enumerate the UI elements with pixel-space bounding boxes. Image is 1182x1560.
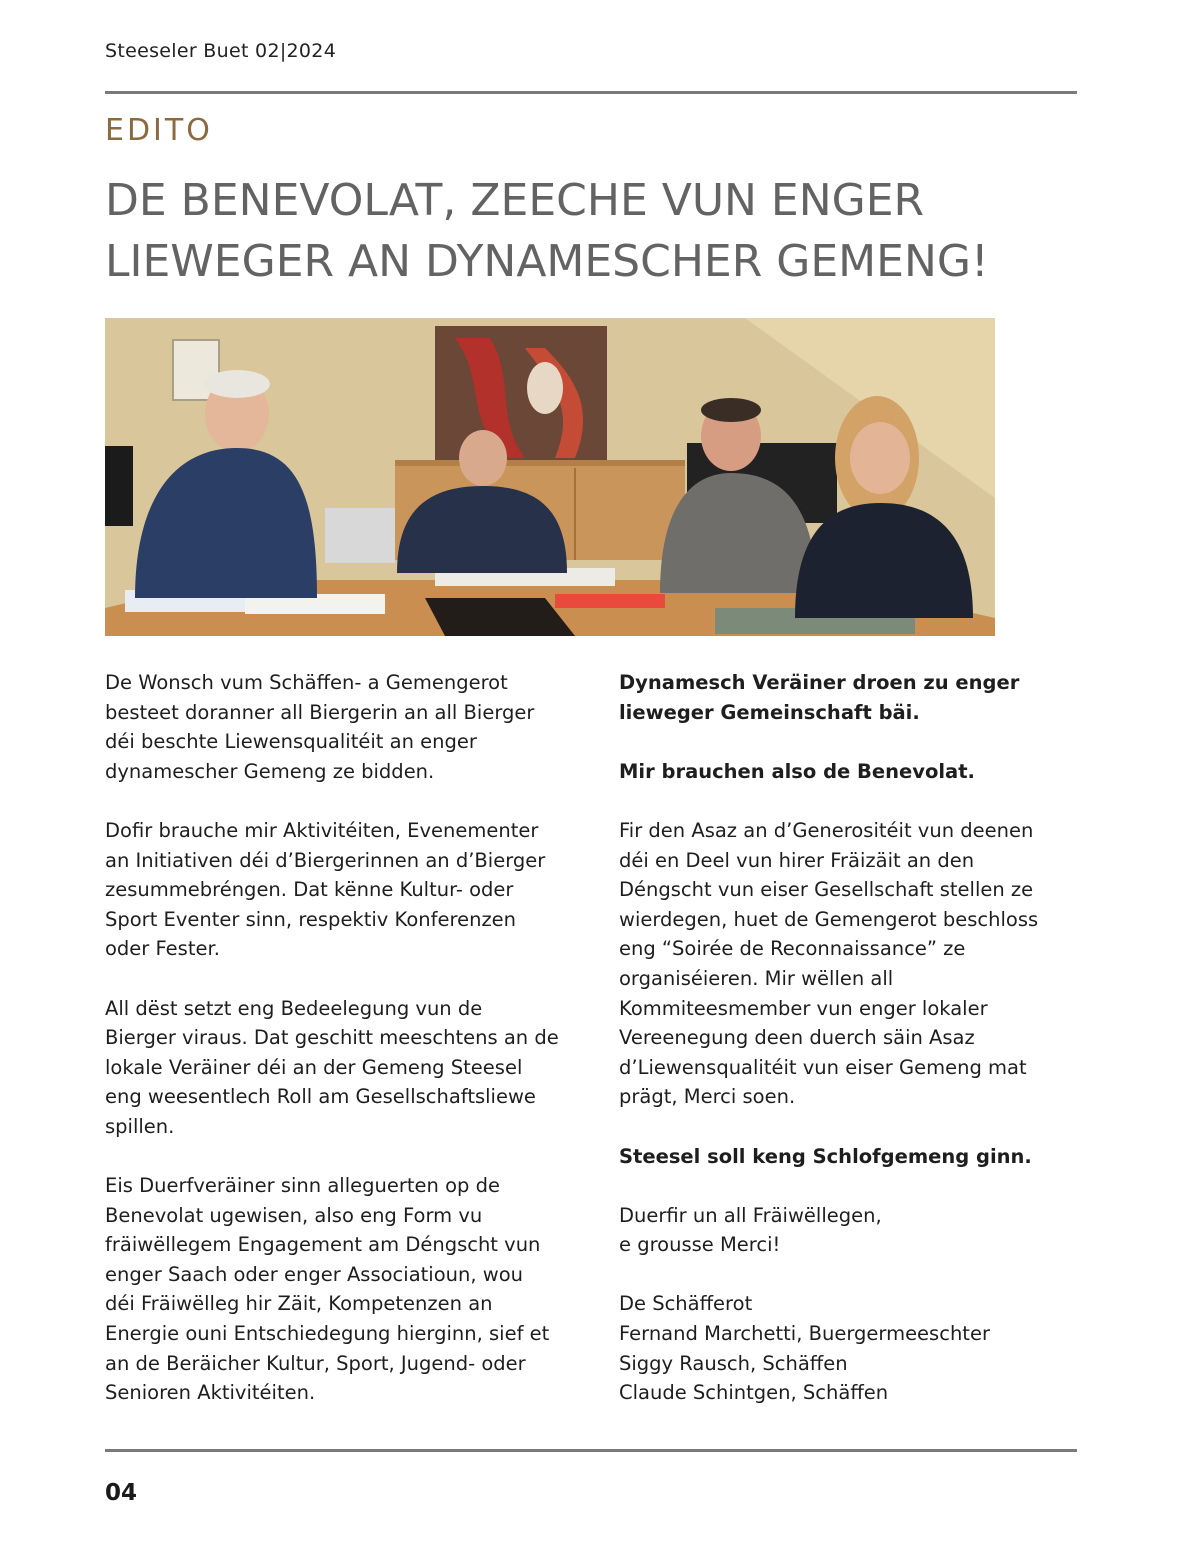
text-line: an de Beräicher Kultur, Sport, Jugend- oder (105, 1351, 526, 1375)
section-label: EDITO (105, 113, 213, 148)
text-line: prägt, Merci soen. (619, 1085, 796, 1109)
right-column (619, 668, 1069, 1437)
text-line: Déngscht vun eiser Gesellschaft stellen ze (619, 878, 1034, 902)
body-paragraph (105, 668, 570, 786)
text-line: Steesel soll keng Schlofgemeng ginn. (619, 1144, 1032, 1168)
text-line: besteet doranner all Biergerin an all Bierger (105, 700, 535, 724)
text-line: organiséieren. Mir wëllen all (619, 966, 894, 990)
text-line: Eis Duerfveräiner sinn alleguerten op de (105, 1174, 500, 1198)
text-line: eng “Soirée de Reconnaissance” ze (619, 937, 966, 961)
text-line: Vereenegung deen duerch säin Asaz (619, 1026, 975, 1050)
text-line: All dëst setzt eng Bedeelegung vun de (105, 996, 483, 1020)
text-line: dynamescher Gemeng ze bidden. (105, 759, 435, 783)
text-line: d’Liewensqualitéit vun eiser Gemeng mat (619, 1055, 1027, 1079)
text-line: fräiwëllegem Engagement am Déngscht vun (105, 1233, 541, 1257)
text-line: Mir brauchen also de Benevolat. (619, 759, 975, 783)
bold-statement-2 (619, 757, 1069, 787)
body-paragraph (105, 816, 570, 964)
recognition-paragraph (619, 816, 1069, 1112)
signature-line: De Schäfferot (619, 1292, 753, 1316)
text-line: Duerfir un all Fräiwëllegen, (619, 1203, 882, 1227)
text-line: spillen. (105, 1114, 175, 1138)
text-line: eng weesentlech Roll am Gesellschaftsliewe (105, 1085, 536, 1109)
page-number: 04 (105, 1480, 138, 1506)
text-line: Kommiteesmember vun enger lokaler (619, 996, 988, 1020)
text-line: Bierger viraus. Dat geschitt meeschtens an de (105, 1026, 559, 1050)
text-line: an Initiativen déi d’Biergerinnen an d’Bierger (105, 848, 546, 872)
page-title (105, 170, 1065, 292)
body-paragraph (105, 1171, 570, 1408)
bold-statement-3 (619, 1142, 1069, 1172)
text-line: déi Fräiwëlleg hir Zäit, Kompetenzen an (105, 1292, 493, 1316)
text-line: déi beschte Liewensqualitéit an enger (105, 730, 477, 754)
text-line: Energie ouni Entschiedegung hierginn, sief et (105, 1322, 550, 1346)
title-line-1: DE BENEVOLAT, ZEECHE VUN ENGER (105, 175, 925, 226)
text-line: Dofir brauche mir Aktivitéiten, Evenementer (105, 818, 539, 842)
title-line-2: LIEWEGER AN DYNAMESCHER GEMENG! (105, 236, 989, 287)
text-line: zesummebréngen. Dat kënne Kultur- oder (105, 878, 514, 902)
group-photo (105, 318, 995, 636)
text-line: déi en Deel vun hirer Fräizäit an den (619, 848, 975, 872)
text-line: e grousse Merci! (619, 1233, 781, 1257)
text-line: Dynamesch Veräiner droen zu enger (619, 671, 1020, 694)
signature-line: Fernand Marchetti, Buergermeeschter (619, 1322, 990, 1346)
bold-statement-1 (619, 668, 1069, 727)
text-line: Benevolat ugewisen, also eng Form vu (105, 1203, 483, 1227)
signature-block (619, 1289, 1069, 1407)
body-paragraph (105, 994, 570, 1142)
text-line: Fir den Asaz an d’Generositéit vun deenen (619, 818, 1034, 842)
signature-line: Siggy Rausch, Schäffen (619, 1351, 848, 1375)
header-label: Steeseler Buet 02|2024 (105, 40, 337, 62)
thanks-paragraph (619, 1201, 1069, 1260)
text-line: enger Saach oder enger Associatioun, wou (105, 1262, 523, 1286)
text-line: lieweger Gemeinschaft bäi. (619, 700, 920, 724)
text-line: oder Fester. (105, 937, 220, 961)
text-line: Sport Eventer sinn, respektiv Konferenzen (105, 907, 517, 931)
signature-line: Claude Schintgen, Schäffen (619, 1381, 889, 1405)
text-line: Senioren Aktivitéiten. (105, 1381, 316, 1405)
top-divider (105, 91, 1077, 94)
text-line: De Wonsch vum Schäffen- a Gemengerot (105, 671, 508, 694)
text-line: wierdegen, huet de Gemengerot beschloss (619, 907, 1039, 931)
text-line: lokale Veräiner déi an der Gemeng Steesel (105, 1055, 523, 1079)
left-column (105, 668, 570, 1437)
bottom-divider (105, 1449, 1077, 1452)
